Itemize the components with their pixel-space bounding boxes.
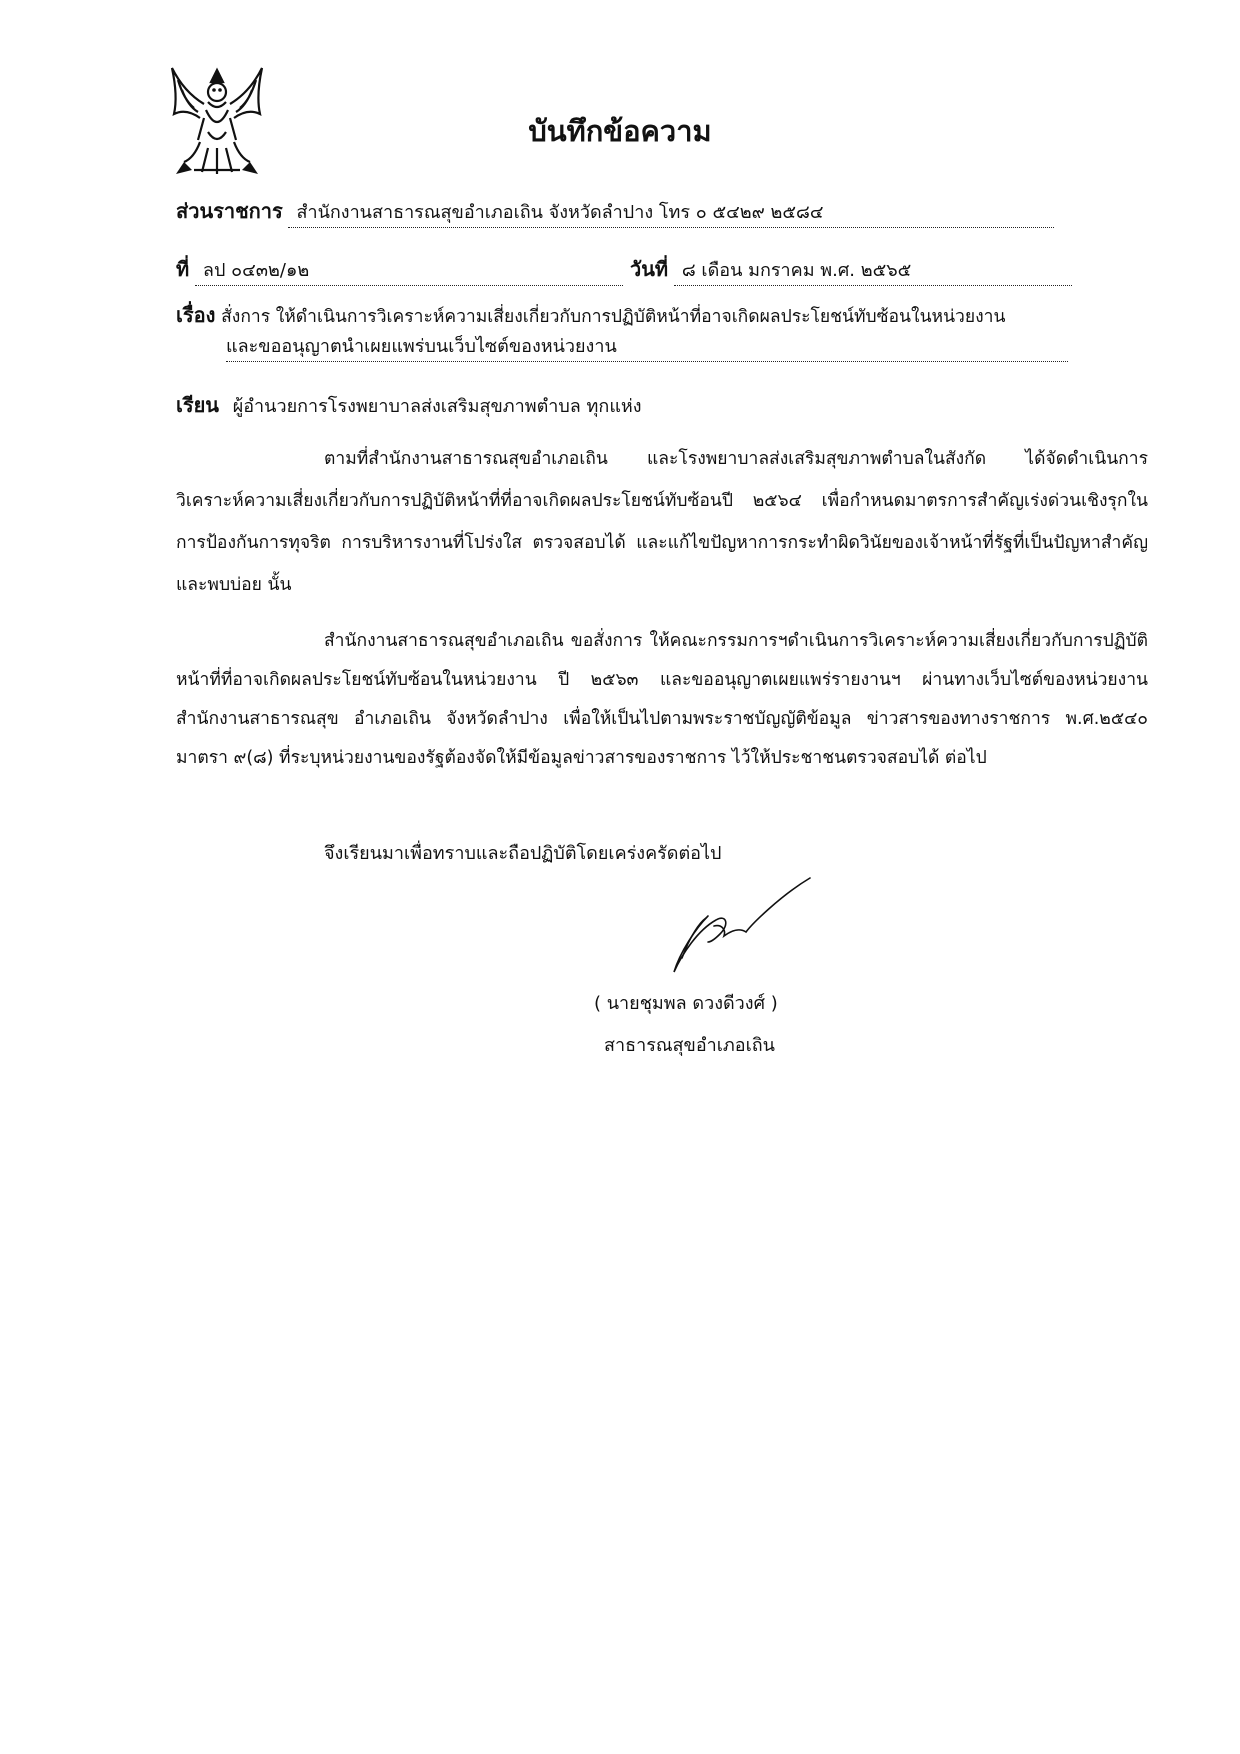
agency-row xyxy=(176,198,1054,228)
subject-label: เรื่อง xyxy=(176,303,216,327)
reference-label: ที่ xyxy=(176,257,190,281)
signatory-name: ( นายชุมพล ดวงดีวงศ์ ) xyxy=(594,993,778,1014)
subject-line-1: สั่งการ ให้ดำเนินการวิเคราะห์ความเสี่ยงเกี่ยวกับการปฏิบัติหน้าที่อาจเกิดผลประโยชน์ทับซ้อนในหน่วยงาน xyxy=(221,307,1006,327)
date-value: ๘ เดือน มกราคม พ.ศ. ๒๕๖๕ xyxy=(674,258,1072,286)
agency-label: ส่วนราชการ xyxy=(176,199,283,223)
handwritten-signature xyxy=(660,868,820,978)
subject-row-2 xyxy=(226,334,1068,362)
reference-value: ลป ๐๔๓๒/๑๒ xyxy=(195,258,623,286)
closing-line: จึงเรียนมาเพื่อทราบและถือปฏิบัติโดยเคร่งครัดต่อไป xyxy=(324,843,722,864)
signatory-position: สาธารณสุขอำเภอเถิน xyxy=(604,1035,775,1056)
body-paragraph-2: สำนักงานสาธารณสุขอำเภอเถิน ขอสั่งการ ให้คณะกรรมการฯดำเนินการวิเคราะห์ความเสี่ยงเกี่ยวกับการปฏิบัติหน้าที่ที่อาจเกิดผลประโยชน์ทับซ้อนในหน่วยงาน ปี ๒๕๖๓ และขออนุญาตเผยแพร่รายงานฯ ผ่านทางเว็บไซต์ของหน่วยงานสำนักงานสาธารณสุข อำเภอเถิน จังหวัดลำปาง เพื่อให้เป็นไปตามพระราชบัญญัติข้อมูล ข่าวสารของทางราชการ พ.ศ.๒๕๔๐ มาตรา ๙(๘) ที่ระบุหน่วยงานของรัฐต้องจัดให้มีข้อมูลข่าวสารของราชการ ไว้ให้ประชาชนตรวจสอบได้ ต่อไป xyxy=(176,631,1148,768)
subject-row xyxy=(176,302,1005,330)
agency-value: สำนักงานสาธารณสุขอำเภอเถิน จังหวัดลำปาง โทร ๐ ๕๔๒๙ ๒๕๘๔ xyxy=(288,200,1054,228)
recipient-value: ผู้อำนวยการโรงพยาบาลส่งเสริมสุขภาพตำบล ทุกแห่ง xyxy=(232,396,642,417)
memo-title: บันทึกข้อความ xyxy=(528,114,712,148)
recipient-label: เรียน xyxy=(176,393,219,417)
recipient-row xyxy=(176,392,642,420)
date-row xyxy=(630,256,1072,286)
subject-line-2: และขออนุญาตนำเผยแพร่บนเว็บไซต์ของหน่วยงาน xyxy=(226,334,1068,362)
date-label: วันที่ xyxy=(630,257,669,281)
body-paragraph-1: ตามที่สำนักงานสาธารณสุขอำเภอเถิน และโรงพยาบาลส่งเสริมสุขภาพตำบลในสังกัด ได้จัดดำเนินการวิเคราะห์ความเสี่ยงเกี่ยวกับการปฏิบัติหน้าที่ที่อาจเกิดผลประโยชน์ทับซ้อนปี ๒๕๖๔ เพื่อกำหนดมาตรการสำคัญเร่งด่วนเชิงรุกในการป้องกันการทุจริต การบริหารงานที่โปร่งใส ตรวจสอบได้ และแก้ไขปัญหาการกระทำผิดวินัยของเจ้าหน้าที่รัฐที่เป็นปัญหาสำคัญและพบบ่อย นั้น xyxy=(176,449,1148,595)
reference-row xyxy=(176,256,623,286)
